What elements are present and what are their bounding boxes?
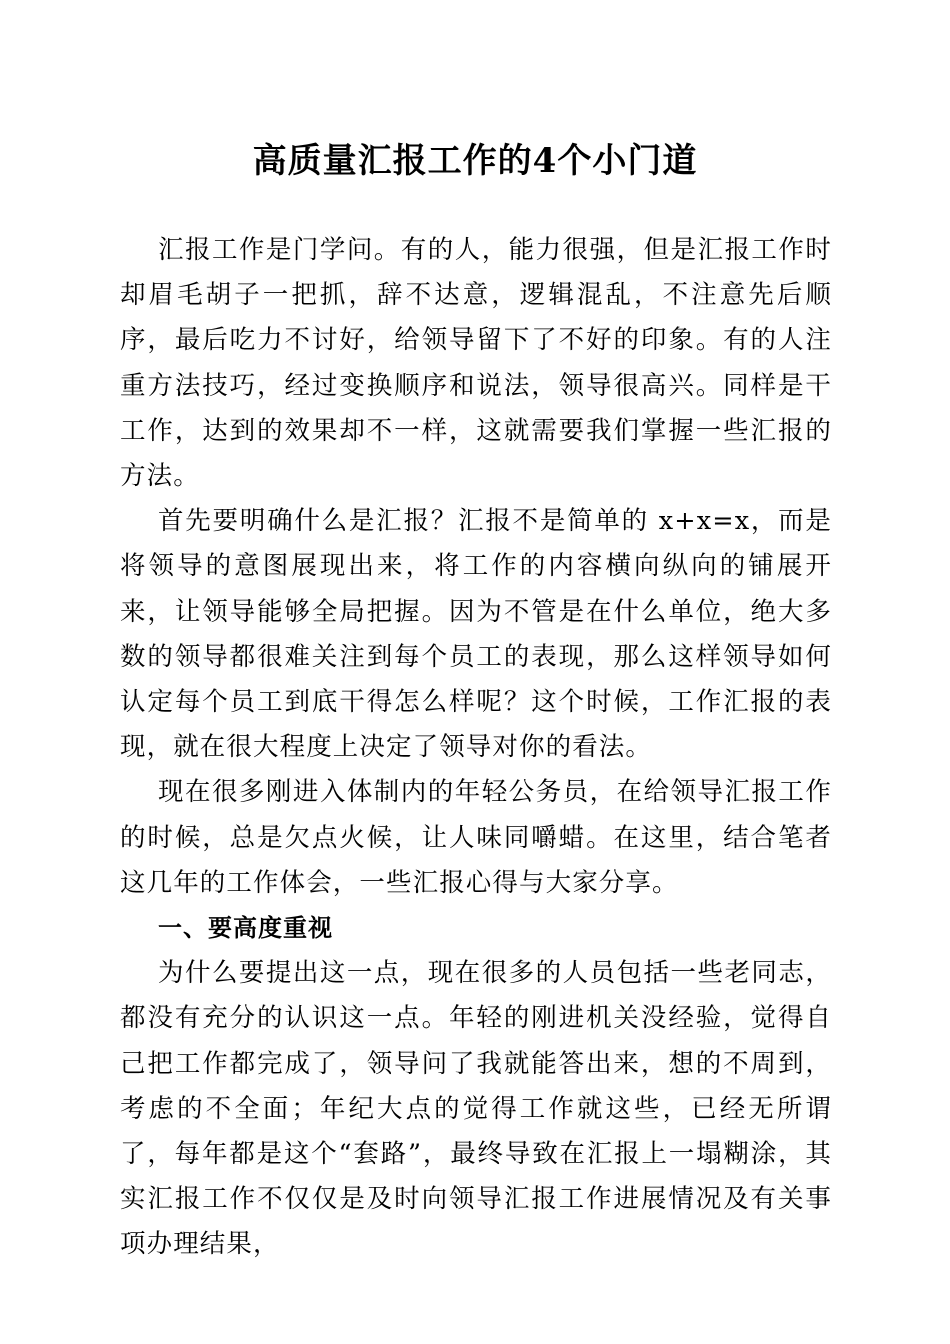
document-title: 高质量汇报工作的4个小门道: [252, 141, 698, 181]
section-heading: 一、要高度重视: [158, 914, 333, 943]
document-body: [120, 228, 832, 1268]
paragraph-what-is-report: 首先要明确什么是汇报？汇报不是简单的 x+x=x，而是将领导的意图展现出来，将工作的内容横向纵向的铺展开来，让领导能够全局把握。因为不管是在什么单位，绝大多数的领导都很难关注到每个员工的表现，那么这样领导如何认定每个员工到底干得怎么样呢？这个时候，工作汇报的表现，就在很大程度上决定了领导对你的看法。: [120, 506, 832, 763]
paragraph-intro: 汇报工作是门学问。有的人，能力很强，但是汇报工作时却眉毛胡子一把抓，辞不达意，逻辑混乱，不注意先后顺序，最后吃力不讨好，给领导留下了不好的印象。有的人注重方法技巧，经过变换顺序和说法，领导很高兴。同样是干工作，达到的效果却不一样，这就需要我们掌握一些汇报的方法。: [120, 235, 832, 492]
paragraph-sharing: 现在很多刚进入体制内的年轻公务员，在给领导汇报工作的时候，总是欠点火候，让人味同嚼蜡。在这里，结合笔者这几年的工作体会，一些汇报心得与大家分享。: [120, 777, 832, 898]
paragraph-section-one: 为什么要提出这一点，现在很多的人员包括一些老同志，都没有充分的认识这一点。年轻的刚进机关没经验，觉得自己把工作都完成了，领导问了我就能答出来，想的不周到，考虑的不全面；年纪大点的觉得工作就这些，已经无所谓了，每年都是这个“套路”，最终导致在汇报上一塌糊涂，其实汇报工作不仅仅是及时向领导汇报工作进展情况及有关事项办理结果，: [120, 958, 832, 1260]
